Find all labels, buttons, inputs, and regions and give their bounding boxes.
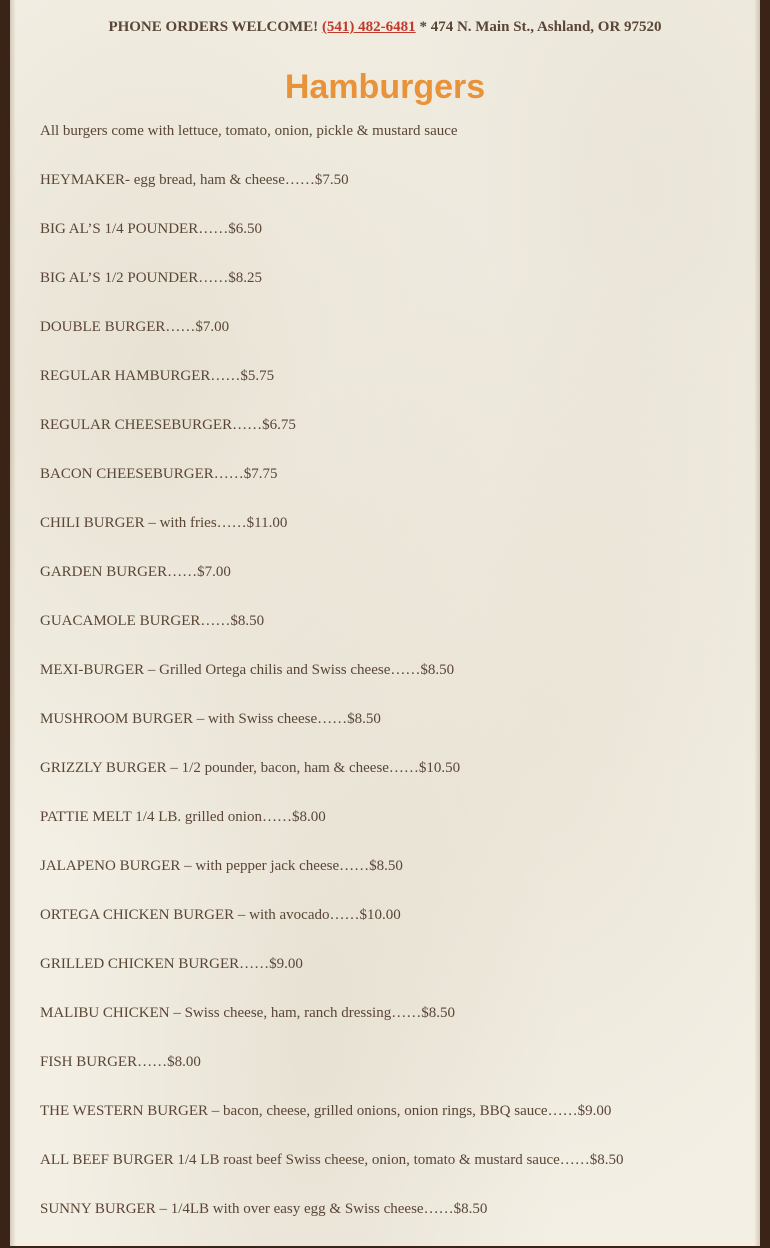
menu-item: ORTEGA CHICKEN BURGER – with avocado……$10.00 xyxy=(40,907,401,923)
menu-item: ALL BEEF BURGER 1/4 LB roast beef Swiss cheese, onion, tomato & mustard sauce……$8.50 xyxy=(40,1152,624,1168)
menu-item: THE WESTERN BURGER – bacon, cheese, grilled onions, onion rings, BBQ sauce……$9.00 xyxy=(40,1103,612,1119)
phone-number-link[interactable]: (541) 482-6481 xyxy=(321,19,416,35)
menu-item: BACON CHEESEBURGER……$7.75 xyxy=(40,466,278,482)
menu-item: GARDEN BURGER……$7.00 xyxy=(40,564,231,580)
menu-list xyxy=(40,170,624,1248)
phone-orders-label: PHONE ORDERS WELCOME! xyxy=(108,19,319,35)
menu-item: REGULAR CHEESEBURGER……$6.75 xyxy=(40,417,296,433)
menu-item: DOUBLE BURGER……$7.00 xyxy=(40,319,230,335)
menu-page xyxy=(10,0,760,1246)
menu-item: CHILI BURGER – with fries……$11.00 xyxy=(40,515,288,531)
address-text: * 474 N. Main St., Ashland, OR 97520 xyxy=(419,19,662,35)
menu-item: PATTIE MELT 1/4 LB. grilled onion……$8.00 xyxy=(40,809,326,825)
menu-item: JALAPENO BURGER – with pepper jack cheese……$8.50 xyxy=(40,858,403,874)
menu-item: GRILLED CHICKEN BURGER……$9.00 xyxy=(40,956,303,972)
menu-item: MEXI-BURGER – Grilled Ortega chilis and Swiss cheese……$8.50 xyxy=(40,662,455,678)
section-intro: All burgers come with lettuce, tomato, onion, pickle & mustard sauce xyxy=(40,123,458,139)
menu-item: BIG AL’S 1/4 POUNDER……$6.50 xyxy=(40,221,262,237)
menu-item: FISH BURGER……$8.00 xyxy=(40,1054,201,1070)
menu-item: BIG AL’S 1/2 POUNDER……$8.25 xyxy=(40,270,262,286)
section-title: Hamburgers xyxy=(284,68,486,106)
menu-item: SUNNY BURGER – 1/4LB with over easy egg & Swiss cheese……$8.50 xyxy=(40,1201,488,1217)
menu-item: MUSHROOM BURGER – with Swiss cheese……$8.50 xyxy=(40,711,381,727)
menu-item: HEYMAKER- egg bread, ham & cheese……$7.50 xyxy=(40,172,349,188)
menu-item: MALIBU CHICKEN – Swiss cheese, ham, ranch dressing……$8.50 xyxy=(40,1005,455,1021)
menu-item: REGULAR HAMBURGER……$5.75 xyxy=(40,368,275,384)
phone-orders-line xyxy=(10,17,760,37)
menu-item: GUACAMOLE BURGER……$8.50 xyxy=(40,613,265,629)
menu-item: GRIZZLY BURGER – 1/2 pounder, bacon, ham & cheese……$10.50 xyxy=(40,760,461,776)
